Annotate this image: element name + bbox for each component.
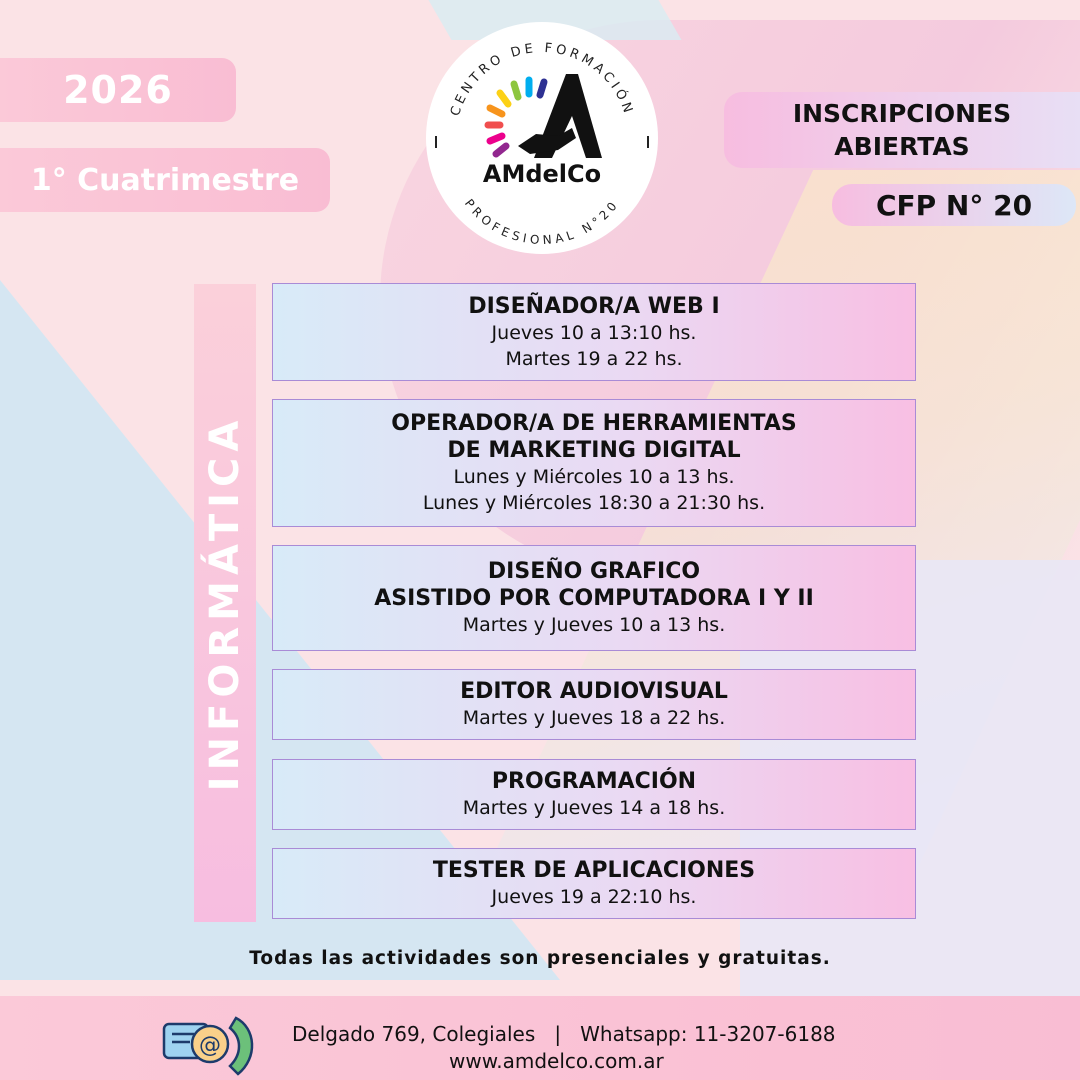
course-title: PROGRAMACIÓN bbox=[491, 769, 697, 794]
contact-chat-phone-icon bbox=[160, 1010, 260, 1080]
footer-website[interactable]: www.amdelco.com.ar bbox=[449, 1049, 664, 1073]
course-card bbox=[272, 545, 916, 651]
svg-text:PROFESIONAL N°20 bbox=[462, 196, 622, 247]
course-schedule: Lunes y Miércoles 18:30 a 21:30 hs. bbox=[422, 492, 766, 514]
course-title: DISEÑADOR/A WEB I bbox=[468, 293, 720, 319]
course-schedule: Martes y Jueves 18 a 22 hs. bbox=[462, 707, 726, 729]
term-badge: 1° Cuatrimestre bbox=[0, 148, 330, 212]
course-schedule: Martes y Jueves 14 a 18 hs. bbox=[462, 797, 726, 819]
course-card bbox=[272, 399, 916, 527]
note: Todas las actividades son presenciales y gratuitas. bbox=[249, 948, 831, 969]
enrollment-line1: INSCRIPCIONES bbox=[792, 99, 1012, 128]
course-card bbox=[272, 283, 916, 381]
svg-text:@: @ bbox=[199, 1033, 221, 1058]
course-title: OPERADOR/A DE HERRAMIENTAS DE MARKETING DIGITAL bbox=[391, 411, 797, 463]
year-badge: 2026 bbox=[0, 58, 236, 122]
course-schedule: Martes 19 a 22 hs. bbox=[505, 347, 683, 370]
course-title: EDITOR AUDIOVISUAL bbox=[460, 679, 728, 704]
course-card bbox=[272, 848, 916, 919]
enrollment-line2: ABIERTAS bbox=[834, 132, 970, 161]
course-schedule: Jueves 19 a 22:10 hs. bbox=[491, 886, 697, 908]
logo-name: AMdelCo bbox=[482, 160, 602, 188]
footer-address: Delgado 769, Colegiales | Whatsapp: 11-3207-6188 bbox=[292, 1022, 836, 1046]
course-schedule: Lunes y Miércoles 10 a 13 hs. bbox=[453, 466, 735, 488]
category-label: INFORMÁTICA bbox=[202, 414, 248, 792]
logo bbox=[426, 22, 658, 254]
logo-ring-top: CENTRO DE FORMACIÓN bbox=[447, 40, 637, 119]
course-title: TESTER DE APLICACIONES bbox=[432, 858, 756, 883]
enrollment-badge bbox=[724, 92, 1080, 168]
course-title: DISEÑO GRAFICO ASISTIDO POR COMPUTADORA I Y II bbox=[374, 559, 814, 611]
logo-ring-bottom: PROFESIONAL N°20 bbox=[461, 196, 623, 248]
course-card bbox=[272, 669, 916, 740]
center-code-badge: CFP N° 20 bbox=[832, 184, 1076, 226]
logo-emblem bbox=[426, 22, 658, 254]
course-card bbox=[272, 759, 916, 830]
course-schedule: Jueves 10 a 13:10 hs. bbox=[491, 321, 697, 344]
course-schedule: Martes y Jueves 10 a 13 hs. bbox=[462, 614, 726, 636]
category-bar bbox=[194, 284, 256, 922]
